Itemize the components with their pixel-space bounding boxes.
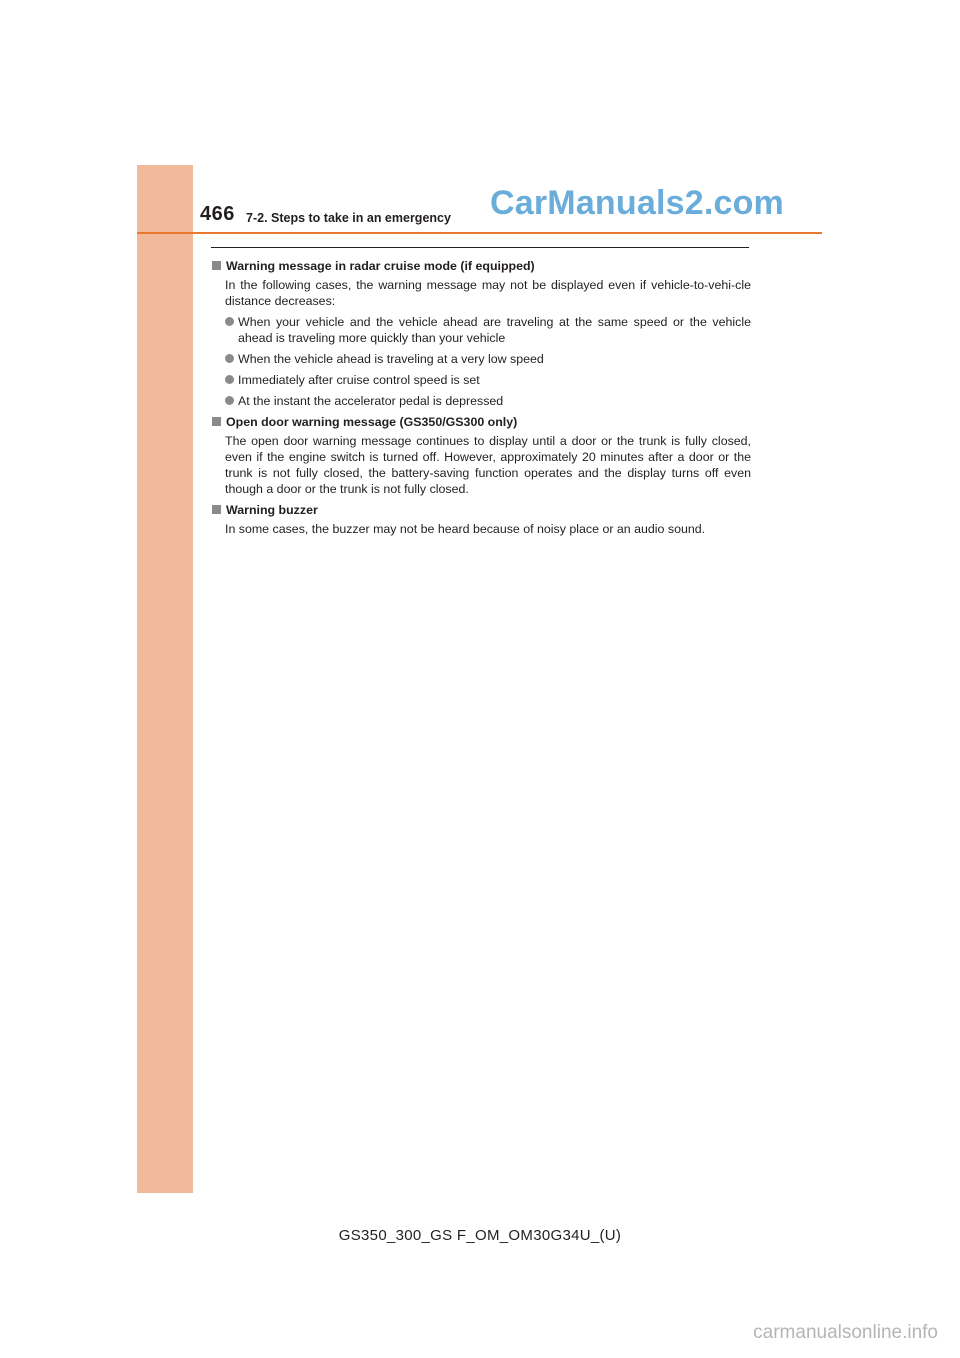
section-warning-buzzer <box>211 502 751 537</box>
content-rule <box>211 247 749 248</box>
section-heading-text: Warning message in radar cruise mode (if equipped) <box>226 259 535 273</box>
content-body <box>211 258 751 542</box>
footer-watermark: carmanualsonline.info <box>753 1322 938 1343</box>
section-heading <box>211 258 751 274</box>
page-header <box>0 0 960 240</box>
square-bullet-icon <box>212 505 221 514</box>
section-open-door-warning <box>211 414 751 497</box>
header-rule <box>137 232 822 234</box>
section-paragraph: In some cases, the buzzer may not be heard because of noisy place or an audio sound. <box>225 522 706 536</box>
section-paragraph: The open door warning message continues to display until a door or the trunk is fully closed, even if the engine switch is turned off. However, approximately 20 minutes after a door or the trunk is not fully closed, the battery-saving function operates and the display turns off even though a door or the trunk is not fully closed. <box>225 434 751 496</box>
list-item <box>225 351 751 367</box>
circle-bullet-icon <box>225 317 234 326</box>
circle-bullet-icon <box>225 354 234 363</box>
list-item <box>225 372 751 388</box>
section-title: 7-2. Steps to take in an emergency <box>246 211 451 225</box>
square-bullet-icon <box>212 261 221 270</box>
section-radar-cruise-warning <box>211 258 751 409</box>
document-code: GS350_300_GS F_OM_OM30G34U_(U) <box>338 1227 622 1244</box>
list-item <box>225 314 751 346</box>
section-heading <box>211 502 751 518</box>
section-heading <box>211 414 751 430</box>
section-heading-text: Open door warning message (GS350/GS300 only) <box>226 415 518 429</box>
chapter-side-tab <box>137 165 193 1193</box>
section-heading-text: Warning buzzer <box>226 503 318 517</box>
watermark-logo: CarManuals2.com <box>490 184 784 222</box>
circle-bullet-icon <box>225 396 234 405</box>
square-bullet-icon <box>212 417 221 426</box>
list-item-text: When the vehicle ahead is traveling at a very low speed <box>238 352 544 366</box>
list-item-text: When your vehicle and the vehicle ahead are traveling at the same speed or the vehicle ahead is traveling more quickly than your vehicle <box>238 315 751 345</box>
list-item-text: Immediately after cruise control speed is set <box>238 373 480 387</box>
list-item-text: At the instant the accelerator pedal is depressed <box>238 394 504 408</box>
section-paragraph: In the following cases, the warning message may not be displayed even if vehicle-to-vehi-cle distance decreases: <box>225 278 751 308</box>
list-item <box>225 393 751 409</box>
circle-bullet-icon <box>225 375 234 384</box>
page-number: 466 <box>200 203 235 225</box>
